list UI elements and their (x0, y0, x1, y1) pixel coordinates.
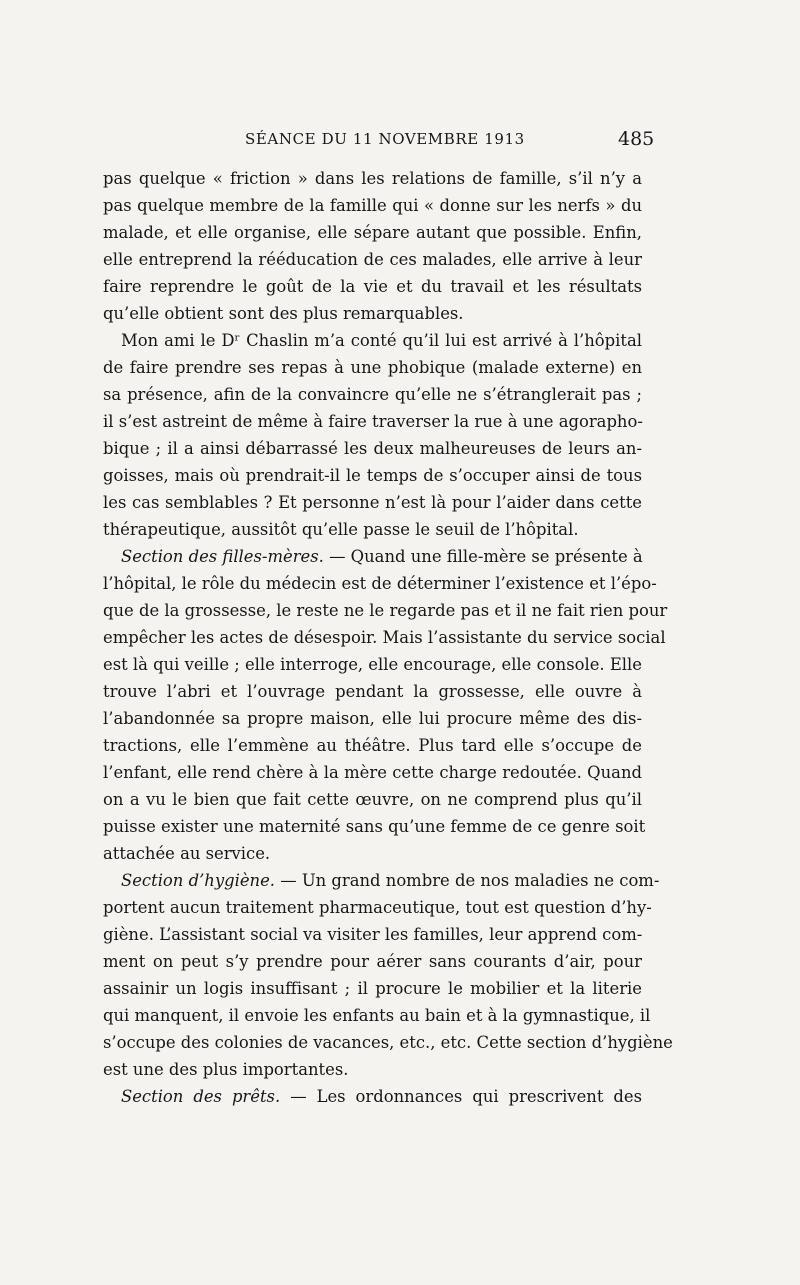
body-text (103, 165, 673, 1110)
text-line: assainir un logis insuffisant ; il procure le mobilier et la literie (103, 979, 642, 998)
text-line: — Un grand nombre de nos maladies ne com- (280, 871, 660, 890)
text-line: empêcher les actes de désespoir. Mais l’assistante du service social (103, 628, 666, 647)
text-line: est là qui veille ; elle interroge, elle encourage, elle console. Elle (103, 655, 642, 674)
text-line: l’enfant, elle rend chère à la mère cette charge redoutée. Quand (103, 763, 642, 782)
text-line: de faire prendre ses repas à une phobique (malade externe) en (103, 358, 642, 377)
text-line: goisses, mais où prendrait-il le temps de s’occuper ainsi de tous (103, 466, 642, 485)
text-line: pas quelque membre de la famille qui « donne sur les nerfs » du (103, 196, 642, 215)
text-line: qui manquent, il envoie les enfants au bain et à la gymnastique, il (103, 1006, 651, 1025)
text-line: giène. L’assistant social va visiter les familles, leur apprend com- (103, 925, 643, 944)
text-line: est une des plus importantes. (103, 1060, 349, 1079)
text-line: s’occupe des colonies de vacances, etc., etc. Cette section d’hygiène (103, 1033, 673, 1052)
text-line: il s’est astreint de même à faire traverser la rue à une agorapho- (103, 412, 643, 431)
text-line: Mon ami le Dʳ Chaslin m’a conté qu’il lui est arrivé à l’hôpital (121, 331, 642, 350)
text-line: faire reprendre le goût de la vie et du travail et les résultats (103, 277, 642, 296)
text-line: thérapeutique, aussitôt qu’elle passe le seuil de l’hôpital. (103, 520, 579, 539)
text-line: l’abandonnée sa propre maison, elle lui procure même des dis- (103, 709, 642, 728)
section-paragraph-start (103, 543, 642, 570)
section-paragraph-start (103, 1083, 642, 1110)
running-title: SÉANCE DU 11 NOVEMBRE 1913 (245, 130, 525, 148)
text-line: l’hôpital, le rôle du médecin est de déterminer l’existence et l’épo- (103, 574, 657, 593)
text-line: portent aucun traitement pharmaceutique, tout est question d’hy- (103, 898, 652, 917)
text-line: sa présence, afin de la convaincre qu’elle ne s’étranglerait pas ; (103, 385, 642, 404)
section-paragraph-start (103, 867, 660, 894)
text-line: trouve l’abri et l’ouvrage pendant la grossesse, elle ouvre à (103, 682, 642, 701)
text-line: pas quelque « friction » dans les relations de famille, s’il n’y a (103, 169, 642, 188)
text-line: puisse exister une maternité sans qu’une femme de ce genre soit (103, 817, 646, 836)
text-line: que de la grossesse, le reste ne le regarde pas et il ne fait rien pour (103, 601, 668, 620)
text-line: malade, et elle organise, elle sépare autant que possible. Enfin, (103, 223, 642, 242)
text-line: — Quand une fille-mère se présente à (329, 547, 643, 566)
page-number: 485 (618, 128, 655, 150)
text-line: tractions, elle l’emmène au théâtre. Plus tard elle s’occupe de (103, 736, 642, 755)
text-line: on a vu le bien que fait cette œuvre, on ne comprend plus qu’il (103, 790, 642, 809)
text-line: — Les ordonnances qui prescrivent des (290, 1087, 642, 1106)
text-line: bique ; il a ainsi débarrassé les deux malheureuses de leurs an- (103, 439, 642, 458)
text-line: attachée au service. (103, 844, 271, 863)
section-heading: Section des filles-mères. (121, 547, 324, 566)
text-line: qu’elle obtient sont des plus remarquables. (103, 304, 464, 323)
section-heading: Section des prêts. (121, 1087, 281, 1106)
text-line: elle entreprend la rééducation de ces malades, elle arrive à leur (103, 250, 642, 269)
section-heading: Section d’hygiène. (121, 871, 275, 890)
text-line: les cas semblables ? Et personne n’est là pour l’aider dans cette (103, 493, 642, 512)
text-line: ment on peut s’y prendre pour aérer sans courants d’air, pour (103, 952, 642, 971)
